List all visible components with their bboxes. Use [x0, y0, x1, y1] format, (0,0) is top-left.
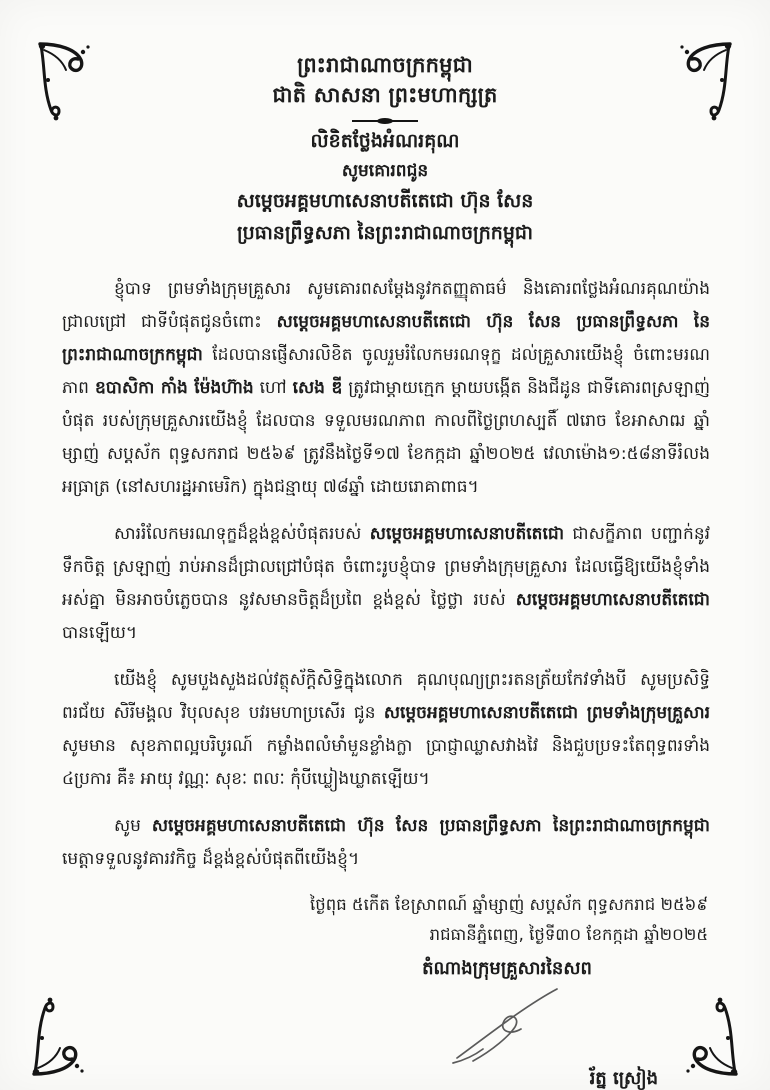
signatory-name: រ័ត្ន ស្រៀង — [589, 1068, 658, 1089]
corner-ornament-top-right-icon — [678, 40, 734, 122]
national-header — [0, 0, 770, 122]
paragraph-condolence-message: សាររំលែកមរណទុក្ខដ៏ខ្ពង់ខ្ពស់បំផុតរបស់ សម្តេចអគ្គមហាសេនាបតីតេជោ ជាសក្ខីភាព បញ្ជាក់នូវ ទឹកចិត្ត ស្រឡាញ់ រាប់អានដ៏ជ្រាលជ្រៅបំផុត ចំពោះរូបខ្ញុំបាទ ព្រមទាំងក្រុមគ្រួសារ ដែលធ្វើឱ្យយើងខ្ញុំទាំងអស់គ្នា មិនអាចបំភ្លេចបាន នូវសមានចិត្តដ៏ប្រពៃ ខ្ពង់ខ្ពស់ ថ្លៃថ្លា របស់ សម្តេចអគ្គមហាសេនាបតីតេជោ បានឡើយ។ — [62, 524, 710, 643]
letter-title: លិខិតថ្លែងអំណរគុណ — [310, 130, 460, 152]
handwritten-signature-icon — [447, 984, 567, 1064]
corner-ornament-bottom-right-icon — [684, 996, 740, 1078]
signatory-role: តំណាងក្រុមគ្រួសារនៃសព — [422, 958, 592, 979]
header-divider — [352, 120, 418, 122]
national-motto: ជាតិ សាសនា ព្រះមហាក្សត្រ — [272, 83, 498, 107]
letter-body — [0, 247, 770, 876]
addressee-name: សម្តេចអគ្គមហាសេនាបតីតេជោ ហ៊ុន សែន — [236, 190, 534, 212]
gregorian-date: រាជធានីភ្នំពេញ, ថ្ងៃទី៣០ ខែកក្កដា ឆ្នាំ២០២៥ — [429, 925, 708, 944]
letter-title-block — [0, 128, 770, 247]
paragraph-closing: សូម សម្តេចអគ្គមហាសេនាបតីតេជោ ហ៊ុន សែន ប្រធានព្រឹទ្ធសភា នៃព្រះរាជាណាចក្រកម្ពុជា មេត្តាទទួលនូវគារវកិច្ច ដ៏ខ្ពង់ខ្ពស់បំផុតពីយើងខ្ញុំ។ — [62, 816, 710, 869]
corner-ornament-top-left-icon — [36, 40, 92, 122]
paragraph-gratitude: ខ្ញុំបាទ ព្រមទាំងក្រុមគ្រួសារ សូមគោរពសម្តែងនូវកតញ្ញុតាធម៌ និងគោរពថ្លែងអំណរគុណយ៉ាងជ្រាលជ្រៅ ជាទីបំផុតជូនចំពោះ សម្តេចអគ្គមហាសេនាបតីតេជោ ហ៊ុន សែន ប្រធានព្រឹទ្ធសភា នៃព្រះរាជាណាចក្រកម្ពុជា ដែលបានផ្ញើសារលិខិត ចូលរួមរំលែកមរណទុក្ខ ដល់គ្រួសារយើងខ្ញុំ ចំពោះមរណភាព ឧបាសិកា កាំង ម៉ែងហ៊ាង ហៅ សេង ឌី ត្រូវជាម្តាយក្មេក ម្តាយបង្កើត និងជីដូន ជាទីគោរពស្រឡាញ់បំផុត របស់ក្រុមគ្រួសារយើងខ្ញុំ ដែលបាន ទទួលមរណភាព កាលពីថ្ងៃព្រហស្បតិ៍ ៧រោច ខែអាសាឍ ឆ្នាំម្សាញ់ សប្តស័ក ពុទ្ធសករាជ ២៥៦៩ ត្រូវនឹងថ្ងៃទី១៧ ខែកក្កដា ឆ្នាំ២០២៥ វេលាម៉ោង១:៥៨នាទីរំលងអធ្រាត្រ (នៅសហរដ្ឋអាមេរិក) ក្នុងជន្មាយុ ៧៨ឆ្នាំ ដោយរោគាពាធ។ — [62, 279, 711, 497]
lunar-date: ថ្ងៃពុធ ៥កើត ខែស្រាពណ៍ ឆ្នាំម្សាញ់ សប្តស័ក ពុទ្ធសករាជ ២៥៦៩ — [310, 895, 708, 914]
dateline — [0, 890, 770, 950]
addressee-title: ប្រធានព្រឹទ្ធសភា នៃព្រះរាជាណាចក្រកម្ពុជា — [237, 222, 533, 244]
kingdom-name: ព្រះរាជាណាចក្រកម្ពុជា — [297, 53, 473, 77]
salutation-intro: សូមគោរពជូន — [341, 161, 429, 181]
signature-block — [342, 956, 672, 1090]
corner-ornament-bottom-left-icon — [30, 996, 86, 1078]
paragraph-blessing: យើងខ្ញុំ សូមបួងសួងដល់វត្ថុស័ក្តិសិទ្ធិក្នុងលោក គុណបុណ្យព្រះរតនត្រ័យកែវទាំងបី សូមប្រសិទ្ធិពរជ័យ សិរីមង្គល វិបុលសុខ បវរមហាប្រសើរ ជូន សម្តេចអគ្គមហាសេនាបតីតេជោ ព្រមទាំងក្រុមគ្រួសារ សូមមាន សុខភាពល្អបរិបូរណ៍ កម្លាំងពលំមាំមួនខ្លាំងក្លា ប្រាជ្ញាឈ្លាសវាងវៃ និងជួបប្រទះតែពុទ្ធពរទាំង ៤ប្រការ គឺ៖ អាយុ វណ្ណៈ សុខៈ ពលៈ កុំបីឃ្លៀងឃ្លាតឡើយ។ — [62, 670, 710, 789]
